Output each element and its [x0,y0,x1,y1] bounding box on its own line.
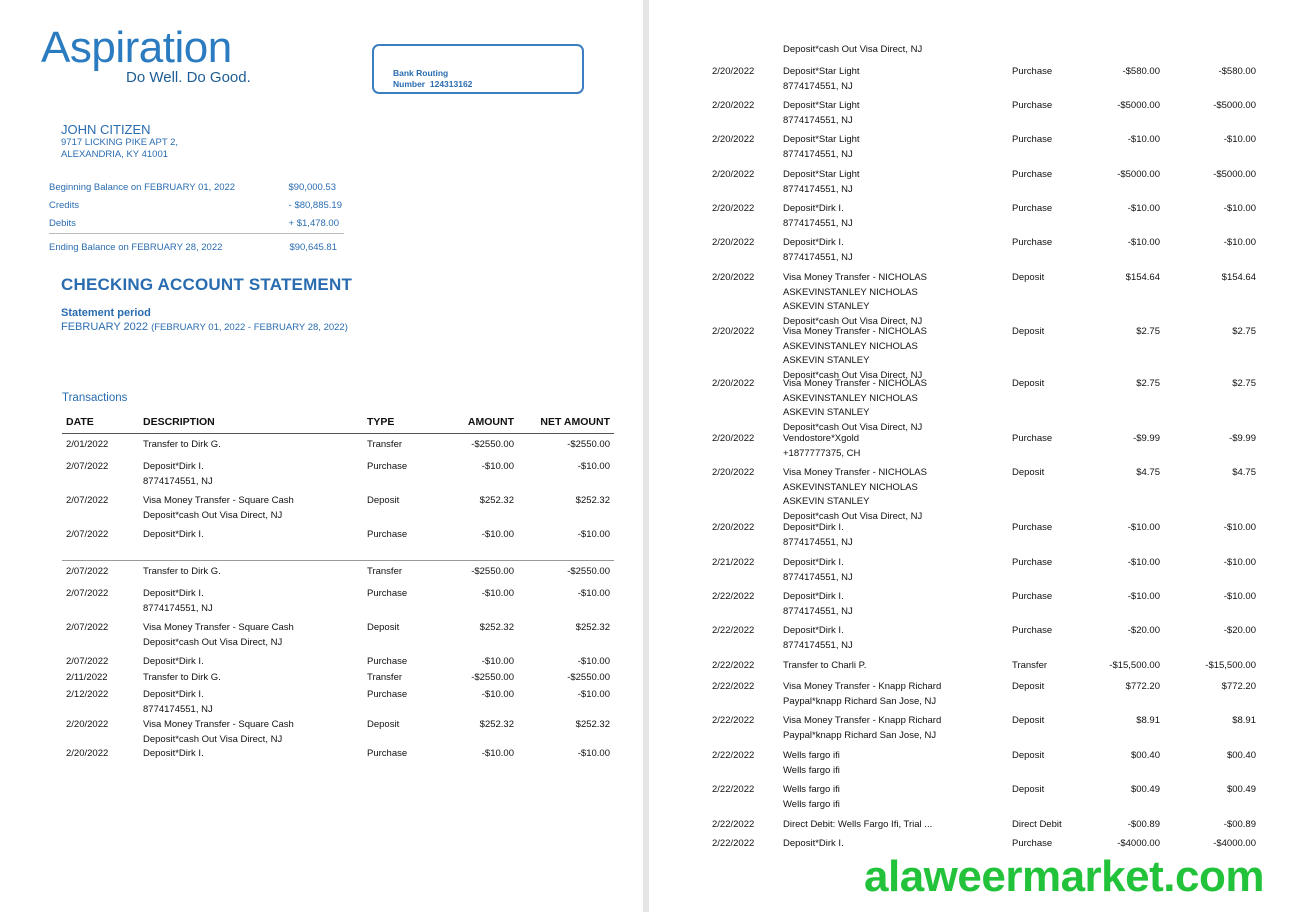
description-line: Transfer to Charli P. [783,660,867,671]
description-line: Visa Money Transfer - NICHOLAS [783,326,927,337]
transaction-description [143,494,294,523]
transaction-date: 2/20/2022 [712,134,755,145]
transaction-description [143,565,221,580]
transaction-date: 2/01/2022 [66,439,109,450]
transaction-description [783,521,853,550]
description-line: Deposit*Dirk I. [783,237,844,248]
transaction-description [783,749,840,778]
description-line: Transfer to Dirk G. [143,672,221,683]
transaction-date: 2/20/2022 [712,467,755,478]
description-line: Deposit*cash Out Visa Direct, NJ [783,369,923,381]
description-line: ASKEVIN STANLEY [783,301,870,312]
description-line: Wells fargo ifi [783,784,840,795]
routing-number-label: Number [393,79,426,89]
transaction-date: 2/20/2022 [712,522,755,533]
transaction-description [783,590,853,619]
transaction-net-amount: -$580.00 [1218,66,1256,77]
transaction-description [783,168,860,197]
transaction-net-amount: $772.20 [1221,681,1256,692]
transaction-net-amount: -$10.00 [577,748,610,759]
transaction-description [783,65,860,94]
transaction-date: 2/20/2022 [712,272,755,283]
transaction-date: 2/07/2022 [66,495,109,506]
description-line: Deposit*Star Light [783,66,860,77]
transaction-date: 2/22/2022 [712,591,755,602]
description-line: Deposit*cash Out Visa Direct, NJ [783,510,923,522]
description-line: Deposit*Dirk I. [143,656,204,667]
transaction-description [143,438,221,453]
transaction-amount: -$00.89 [1127,819,1160,830]
transaction-net-amount: -$10.00 [1223,557,1256,568]
transaction-type: Purchase [367,461,408,472]
transaction-amount: $2.75 [1136,378,1160,389]
transaction-type: Deposit [1012,326,1045,337]
description-line: Visa Money Transfer - NICHOLAS [783,378,927,389]
transaction-net-amount: $00.40 [1226,750,1256,761]
transaction-type: Deposit [367,495,400,506]
transaction-description [783,624,853,653]
transaction-date: 2/07/2022 [66,622,109,633]
routing-number-line [393,79,472,89]
transaction-description [143,655,204,670]
description-line: Visa Money Transfer - Square Cash [143,622,294,633]
description-line: Paypal*knapp Richard San Jose, NJ [783,729,937,741]
summary-credits [49,200,344,211]
transaction-date: 2/07/2022 [66,656,109,667]
transaction-type: Transfer [367,566,403,577]
transaction-type: Deposit [1012,272,1045,283]
transaction-amount: -$10.00 [1127,203,1160,214]
transaction-type: Purchase [367,748,408,759]
description-line: Deposit*cash Out Visa Direct, NJ [143,636,283,648]
transaction-net-amount: -$10.00 [1223,237,1256,248]
transaction-amount: -$10.00 [481,529,514,540]
transaction-type: Purchase [1012,625,1053,636]
transaction-net-amount: $2.75 [1232,326,1256,337]
description-line: Vendostore*Xgold [783,433,860,444]
statement-page-1 [0,0,643,912]
transaction-type: Deposit [1012,378,1045,389]
transaction-type: Purchase [1012,134,1053,145]
transaction-date: 2/20/2022 [712,100,755,111]
transaction-amount: -$10.00 [481,461,514,472]
transaction-description [143,688,213,717]
transaction-description [783,818,932,833]
transaction-net-amount: -$00.89 [1223,819,1256,830]
transaction-amount: $2.75 [1136,326,1160,337]
logo-wordmark: Aspiration [41,23,232,72]
transaction-description [783,659,866,674]
summary-debits [49,218,344,229]
transaction-type: Transfer [367,439,403,450]
description-line: Deposit*Dirk I. [783,625,844,636]
description-line: Deposit*Dirk I. [783,522,844,533]
transaction-type: Purchase [367,529,408,540]
description-line: ASKEVINSTANLEY NICHOLAS [783,392,918,404]
description-line: ASKEVIN STANLEY [783,496,870,507]
statement-period-range: (FEBRUARY 01, 2022 - FEBRUARY 28, 2022) [151,322,348,333]
transaction-date: 2/07/2022 [66,588,109,599]
transaction-date: 2/22/2022 [712,625,755,636]
transaction-type: Purchase [367,656,408,667]
transaction-amount: $8.91 [1136,715,1160,726]
transaction-amount: -$5000.00 [1117,169,1160,180]
description-line: 8774174551, NJ [143,602,213,614]
column-header-type: TYPE [367,416,395,428]
transaction-amount: $00.49 [1130,784,1160,795]
description-line: 8774174551, NJ [783,148,853,160]
transaction-description [143,460,213,489]
description-line: Deposit*Dirk I. [783,557,844,568]
transaction-date: 2/07/2022 [66,566,109,577]
transaction-type: Purchase [1012,522,1053,533]
transaction-amount: -$10.00 [1127,134,1160,145]
description-line: 8774174551, NJ [783,183,853,195]
transaction-date: 2/20/2022 [712,237,755,248]
customer-address-block [61,122,178,161]
column-header-date: DATE [66,416,94,428]
transaction-amount: -$10.00 [481,656,514,667]
transaction-description [783,43,922,58]
routing-label: Bank Routing [393,68,449,78]
transaction-date: 2/20/2022 [66,719,109,730]
transaction-net-amount: $252.32 [575,719,610,730]
customer-address-line-1: 9717 LICKING PIKE APT 2, [61,137,179,148]
transaction-description [783,783,840,812]
transaction-net-amount: $252.32 [575,622,610,633]
transaction-amount: $252.32 [479,719,514,730]
description-line: Deposit*Dirk I. [143,529,204,540]
transaction-amount: -$10.00 [481,689,514,700]
transaction-date: 2/07/2022 [66,529,109,540]
description-line: 8774174551, NJ [783,217,853,229]
description-line: Deposit*Star Light [783,169,860,180]
description-line: Deposit*Dirk I. [143,588,204,599]
transaction-net-amount: -$20.00 [1223,625,1256,636]
transaction-net-amount: $252.32 [575,495,610,506]
description-line: Visa Money Transfer - Knapp Richard [783,715,942,726]
description-line: Deposit*cash Out Visa Direct, NJ [783,315,923,327]
transaction-type: Purchase [1012,237,1053,248]
description-line: Deposit*Star Light [783,100,860,111]
transaction-date: 2/22/2022 [712,784,755,795]
transaction-type: Purchase [1012,591,1053,602]
routing-number: 124313162 [429,79,473,89]
description-line: Deposit*Dirk I. [143,461,204,472]
description-line: Paypal*knapp Richard San Jose, NJ [783,695,937,707]
transaction-net-amount: -$15,500.00 [1205,660,1256,671]
transaction-amount: -$4000.00 [1117,838,1160,849]
transaction-date: 2/20/2022 [712,169,755,180]
transaction-type: Deposit [1012,681,1045,692]
transaction-amount: -$15,500.00 [1109,660,1160,671]
transaction-date: 2/20/2022 [712,433,755,444]
transaction-date: 2/22/2022 [712,715,755,726]
transactions-heading: Transactions [62,392,128,404]
transaction-amount: $4.75 [1136,467,1160,478]
transaction-description [783,202,853,231]
beginning-balance-value: $90,000.53 [288,182,336,193]
transaction-net-amount: $00.49 [1226,784,1256,795]
transaction-date: 2/11/2022 [66,672,108,683]
description-line: Deposit*cash Out Visa Direct, NJ [143,733,283,745]
description-line: Wells fargo ifi [783,798,840,810]
transaction-net-amount: -$4000.00 [1213,838,1256,849]
statement-page-2 [649,0,1294,912]
transaction-date: 2/07/2022 [66,461,109,472]
description-line: Deposit*cash Out Visa Direct, NJ [783,421,923,433]
transaction-date: 2/22/2022 [712,750,755,761]
description-line: 8774174551, NJ [783,571,853,583]
column-header-amount: AMOUNT [467,416,514,428]
transaction-description [143,747,204,762]
transaction-net-amount: -$2550.00 [567,439,610,450]
transaction-amount: -$10.00 [481,748,514,759]
description-line: ASKEVINSTANLEY NICHOLAS [783,481,918,493]
description-line: Visa Money Transfer - Square Cash [143,719,294,730]
logo-tagline: Do Well. Do Good. [126,69,251,86]
description-line: Visa Money Transfer - Square Cash [143,495,294,506]
transaction-type: Transfer [1012,660,1048,671]
transaction-type: Purchase [1012,838,1053,849]
statement-period-month: FEBRUARY 2022 [61,321,149,333]
description-line: 8774174551, NJ [783,605,853,617]
transaction-amount: $252.32 [479,622,514,633]
debits-label: Debits [49,218,76,229]
transactions-table-header [62,411,614,434]
transaction-type: Purchase [1012,203,1053,214]
table-section-divider [62,560,614,561]
description-line: 8774174551, NJ [783,114,853,126]
transaction-description [143,587,213,616]
transaction-net-amount: $154.64 [1221,272,1256,283]
transaction-amount: $772.20 [1125,681,1160,692]
credits-value: - $80,885.19 [288,200,342,211]
transaction-description [783,432,860,461]
transaction-date: 2/22/2022 [712,819,755,830]
transaction-date: 2/22/2022 [712,838,755,849]
transaction-net-amount: -$10.00 [1223,134,1256,145]
column-header-net-amount: NET AMOUNT [540,416,610,428]
description-line: Visa Money Transfer - Knapp Richard [783,681,942,692]
description-line: ASKEVIN STANLEY [783,407,870,418]
transaction-type: Deposit [1012,784,1045,795]
transaction-net-amount: -$10.00 [577,461,610,472]
ending-balance-label: Ending Balance on FEBRUARY 28, 2022 [49,242,223,253]
transaction-amount: -$10.00 [481,588,514,599]
credits-label: Credits [49,200,80,211]
transaction-net-amount: -$5000.00 [1213,100,1256,111]
transaction-net-amount: $2.75 [1232,378,1256,389]
transaction-amount: -$5000.00 [1117,100,1160,111]
description-line: ASKEVINSTANLEY NICHOLAS [783,286,918,298]
debits-value: + $1,478.00 [288,218,339,229]
transaction-net-amount: -$10.00 [577,588,610,599]
description-line: Deposit*Dirk I. [783,591,844,602]
description-line: Deposit*Dirk I. [783,203,844,214]
description-line: ASKEVINSTANLEY NICHOLAS [783,340,918,352]
column-header-description: DESCRIPTION [143,416,215,428]
description-line: 8774174551, NJ [143,475,213,487]
description-line: Transfer to Dirk G. [143,566,221,577]
statement-period-label: Statement period [61,307,151,319]
transaction-net-amount: -$10.00 [577,656,610,667]
transaction-date: 2/20/2022 [712,66,755,77]
transaction-amount: -$2550.00 [471,439,514,450]
transaction-type: Purchase [367,689,408,700]
description-line: 8774174551, NJ [783,536,853,548]
transaction-type: Purchase [1012,557,1053,568]
transaction-date: 2/20/2022 [712,378,755,389]
summary-ending-balance [49,242,344,253]
description-line: Deposit*Dirk I. [143,748,204,759]
ending-balance-value: $90,645.81 [289,242,337,253]
description-line: Deposit*cash Out Visa Direct, NJ [143,509,283,521]
aspiration-logo [41,23,251,86]
transaction-description [143,671,221,686]
transaction-type: Purchase [1012,100,1053,111]
transaction-date: 2/20/2022 [712,203,755,214]
transaction-net-amount: -$10.00 [1223,522,1256,533]
transaction-description [783,556,853,585]
transaction-description [783,325,927,383]
transaction-amount: -$10.00 [1127,237,1160,248]
transaction-description [783,680,941,709]
transaction-type: Deposit [1012,715,1045,726]
description-line: 8774174551, NJ [783,251,853,263]
transaction-amount: -$20.00 [1127,625,1160,636]
transaction-net-amount: -$5000.00 [1213,169,1256,180]
summary-beginning-balance [49,182,344,193]
transaction-type: Direct Debit [1012,819,1062,830]
statement-period [61,321,348,333]
transaction-description [783,837,844,852]
transaction-net-amount: -$2550.00 [567,566,610,577]
transaction-amount: $00.40 [1130,750,1160,761]
transaction-amount: -$10.00 [1127,557,1160,568]
description-line: Visa Money Transfer - NICHOLAS [783,467,927,478]
description-line: Direct Debit: Wells Fargo Ifi, Trial ... [783,819,933,830]
customer-name: JOHN CITIZEN [61,122,151,137]
transaction-description [783,133,860,162]
transaction-amount: -$2550.00 [471,566,514,577]
transaction-net-amount: $4.75 [1232,467,1256,478]
transaction-net-amount: -$10.00 [577,689,610,700]
transaction-net-amount: -$10.00 [1223,203,1256,214]
transaction-amount: -$9.99 [1133,433,1160,444]
transaction-amount: $252.32 [479,495,514,506]
transaction-net-amount: -$2550.00 [567,672,610,683]
watermark-text: alaweermarket.com [864,852,1264,901]
transaction-date: 2/22/2022 [712,660,755,671]
description-line: Visa Money Transfer - NICHOLAS [783,272,927,283]
transaction-description [783,99,860,128]
transaction-net-amount: $8.91 [1232,715,1256,726]
transaction-type: Deposit [1012,467,1045,478]
description-line: Wells fargo ifi [783,750,840,761]
transaction-amount: -$2550.00 [471,672,514,683]
transaction-type: Purchase [1012,433,1053,444]
summary-divider [49,233,344,234]
transaction-type: Deposit [367,622,400,633]
transaction-description [783,236,853,265]
transaction-description [783,714,941,743]
description-line: Wells fargo ifi [783,764,840,776]
description-line: +1877777375, CH [783,447,861,459]
transaction-net-amount: -$10.00 [577,529,610,540]
description-line: 8774174551, NJ [783,80,853,92]
beginning-balance-label: Beginning Balance on FEBRUARY 01, 2022 [49,182,236,193]
transaction-amount: -$10.00 [1127,522,1160,533]
transaction-type: Purchase [1012,66,1053,77]
description-line: Deposit*Dirk I. [783,838,844,849]
statement-title: CHECKING ACCOUNT STATEMENT [61,275,353,294]
transaction-amount: -$10.00 [1127,591,1160,602]
transaction-date: 2/20/2022 [712,326,755,337]
routing-number-box [372,44,584,94]
description-line: ASKEVIN STANLEY [783,355,870,366]
transaction-date: 2/20/2022 [66,748,109,759]
transaction-type: Purchase [367,588,408,599]
transaction-amount: $154.64 [1125,272,1160,283]
transaction-type: Transfer [367,672,403,683]
description-line: Deposit*Star Light [783,134,860,145]
transaction-type: Purchase [1012,169,1053,180]
transaction-description [143,718,294,747]
transaction-description [143,621,294,650]
transaction-date: 2/21/2022 [712,557,755,568]
transaction-type: Deposit [367,719,400,730]
description-line: Deposit*Dirk I. [143,689,204,700]
transaction-net-amount: -$10.00 [1223,591,1256,602]
customer-address-line-2: ALEXANDRIA, KY 41001 [61,149,169,160]
transaction-description [783,466,927,524]
description-line: 8774174551, NJ [783,639,853,651]
description-line: 8774174551, NJ [143,703,213,715]
transaction-date: 2/12/2022 [66,689,109,700]
description-line: Transfer to Dirk G. [143,439,221,450]
transaction-type: Deposit [1012,750,1045,761]
transaction-description [143,528,204,543]
transaction-date: 2/22/2022 [712,681,755,692]
transaction-description [783,271,927,329]
transaction-net-amount: -$9.99 [1229,433,1256,444]
transaction-amount: -$580.00 [1122,66,1160,77]
description-line: Deposit*cash Out Visa Direct, NJ [783,44,923,55]
transaction-description [783,377,927,435]
